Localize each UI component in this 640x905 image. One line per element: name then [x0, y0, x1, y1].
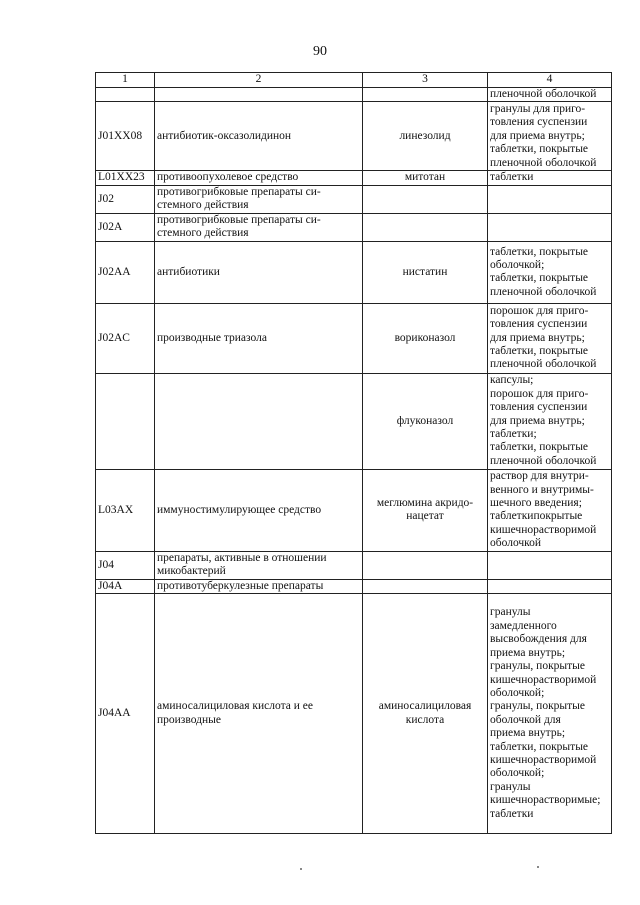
dosage-forms-cell	[488, 241, 612, 303]
atc-code-cell: J02AC	[96, 303, 155, 373]
dosage-form-line: пленочной оболочкой	[490, 88, 597, 100]
dosage-form-line: товления суспензии	[490, 401, 588, 414]
dosage-form-line: гранулы, покрытые	[490, 700, 586, 713]
dosage-form-line: таблетки, покрытые	[490, 441, 589, 454]
dosage-form-line: для приема внутрь;	[490, 129, 585, 142]
drug-name-cell: митотан	[363, 171, 488, 185]
table-row	[96, 88, 612, 102]
dosage-form-line: для приема внутрь;	[490, 414, 585, 427]
dosage-forms-cell	[488, 102, 612, 171]
dosage-form-line: пленочной оболочкой	[490, 285, 597, 298]
atc-code-cell	[96, 88, 155, 102]
dosage-forms-cell	[488, 213, 612, 241]
group-cell: аминосалициловая кислота и ее производные	[155, 594, 363, 834]
header-col-1: 1	[96, 73, 155, 88]
group-cell	[155, 373, 363, 469]
dosage-form-line: замедленного	[490, 619, 557, 632]
drug-name-cell: аминосалициловая кислота	[363, 594, 488, 834]
drug-name-cell: флуконазол	[363, 373, 488, 469]
header-col-3: 3	[363, 73, 488, 88]
group-cell: производные триазола	[155, 303, 363, 373]
atc-code-cell: J04A	[96, 579, 155, 593]
dosage-form-line: оболочкой;	[490, 686, 545, 699]
dosage-forms-cell	[488, 373, 612, 469]
drug-table	[95, 72, 612, 834]
dosage-form-line: пленочной оболочкой	[490, 358, 597, 371]
dosage-form-line: приема внутрь;	[490, 727, 566, 740]
dosage-form-line: гранулы, покрытые	[490, 660, 586, 673]
header-col-4: 4	[488, 73, 612, 88]
table-row	[96, 469, 612, 551]
dosage-forms-cell	[488, 551, 612, 579]
dosage-form-line: таблетки, покрытые	[490, 272, 589, 285]
dosage-form-line: гранулы	[490, 780, 531, 793]
dosage-form-line: венного и внутримы-	[490, 483, 594, 496]
drug-name-cell	[363, 88, 488, 102]
group-cell: антибиотики	[155, 241, 363, 303]
drug-name-cell: вориконазол	[363, 303, 488, 373]
group-cell: антибиотик-оксазолидинон	[155, 102, 363, 171]
group-cell: противогрибковые препараты си- стемного действия	[155, 185, 363, 213]
dosage-form-line: оболочкой для	[490, 713, 561, 726]
table-row	[96, 551, 612, 579]
dosage-forms-cell	[488, 88, 612, 102]
dosage-form-line: таблетки, покрытые	[490, 740, 589, 753]
dosage-form-line: порошок для приго-	[490, 304, 589, 317]
drug-name-cell	[363, 185, 488, 213]
group-cell: противотуберкулезные препараты	[155, 579, 363, 593]
dosage-form-line: таблетки, покрытые	[490, 143, 589, 156]
table-row	[96, 171, 612, 185]
header-row	[96, 73, 612, 88]
table-row	[96, 213, 612, 241]
drug-name-cell	[363, 551, 488, 579]
dosage-form-line: кишечнорастворимой	[490, 753, 597, 766]
table-row	[96, 241, 612, 303]
dosage-form-line: пленочной оболочкой	[490, 454, 597, 467]
dosage-form-line: порошок для приго-	[490, 387, 589, 400]
header-col-2: 2	[155, 73, 363, 88]
dosage-form-line: гранулы	[490, 606, 531, 619]
dosage-form-line: таблетки	[490, 807, 534, 820]
atc-code-cell: L01XX23	[96, 171, 155, 185]
atc-code-cell: J02AA	[96, 241, 155, 303]
dosage-forms-cell	[488, 469, 612, 551]
group-cell: противоопухолевое средство	[155, 171, 363, 185]
dosage-form-line: таблетки, покрытые	[490, 345, 589, 358]
atc-code-cell: J04	[96, 551, 155, 579]
dosage-form-line: таблетки, покрытые	[490, 245, 589, 258]
dosage-form-line: оболочкой;	[490, 258, 545, 271]
dosage-form-line: высвобождения для	[490, 633, 587, 646]
dosage-form-line: кишечнорастворимой	[490, 673, 597, 686]
dosage-form-line: таблетки;	[490, 428, 537, 441]
dosage-form-line: товления суспензии	[490, 318, 588, 331]
dosage-forms-cell	[488, 185, 612, 213]
dosage-forms-cell	[488, 594, 612, 834]
group-cell	[155, 88, 363, 102]
table-row	[96, 303, 612, 373]
dosage-forms-cell	[488, 303, 612, 373]
dosage-form-line: раствор для внутри-	[490, 470, 589, 483]
atc-code-cell: J02	[96, 185, 155, 213]
atc-code-cell	[96, 373, 155, 469]
page-number: 90	[313, 44, 327, 59]
dosage-form-line: таблеткипокрытые	[490, 510, 583, 523]
table-row	[96, 373, 612, 469]
dosage-form-line: оболочкой;	[490, 767, 545, 780]
scan-speck	[537, 866, 539, 868]
drug-name-cell: линезолид	[363, 102, 488, 171]
atc-code-cell: L03AX	[96, 469, 155, 551]
group-cell: иммуностимулирующее средство	[155, 469, 363, 551]
dosage-forms-cell	[488, 171, 612, 185]
dosage-form-line: оболочкой	[490, 537, 542, 550]
dosage-form-line: кишечнорастворимые;	[490, 794, 601, 807]
table-row	[96, 579, 612, 593]
dosage-form-line: кишечнорастворимой	[490, 523, 597, 536]
group-cell: препараты, активные в отношении микобактерий	[155, 551, 363, 579]
dosage-form-line: товления суспензии	[490, 116, 588, 129]
dosage-form-line: приема внутрь;	[490, 646, 566, 659]
dosage-form-line: таблетки	[490, 171, 534, 184]
dosage-form-line: шечного введения;	[490, 496, 582, 509]
atc-code-cell: J02A	[96, 213, 155, 241]
dosage-form-line: для приема внутрь;	[490, 331, 585, 344]
group-cell: противогрибковые препараты си- стемного действия	[155, 213, 363, 241]
dosage-forms-cell	[488, 579, 612, 593]
atc-code-cell: J04AA	[96, 594, 155, 834]
scan-speck	[300, 868, 302, 870]
drug-name-cell: меглюмина акридо- нацетат	[363, 469, 488, 551]
dosage-form-line: капсулы;	[490, 374, 534, 387]
table-row	[96, 102, 612, 171]
atc-code-cell: J01XX08	[96, 102, 155, 171]
drug-name-cell	[363, 213, 488, 241]
table-row	[96, 594, 612, 834]
table-row	[96, 185, 612, 213]
dosage-form-line: пленочной оболочкой	[490, 156, 597, 169]
drug-name-cell: нистатин	[363, 241, 488, 303]
dosage-form-line: гранулы для приго-	[490, 102, 586, 115]
drug-name-cell	[363, 579, 488, 593]
